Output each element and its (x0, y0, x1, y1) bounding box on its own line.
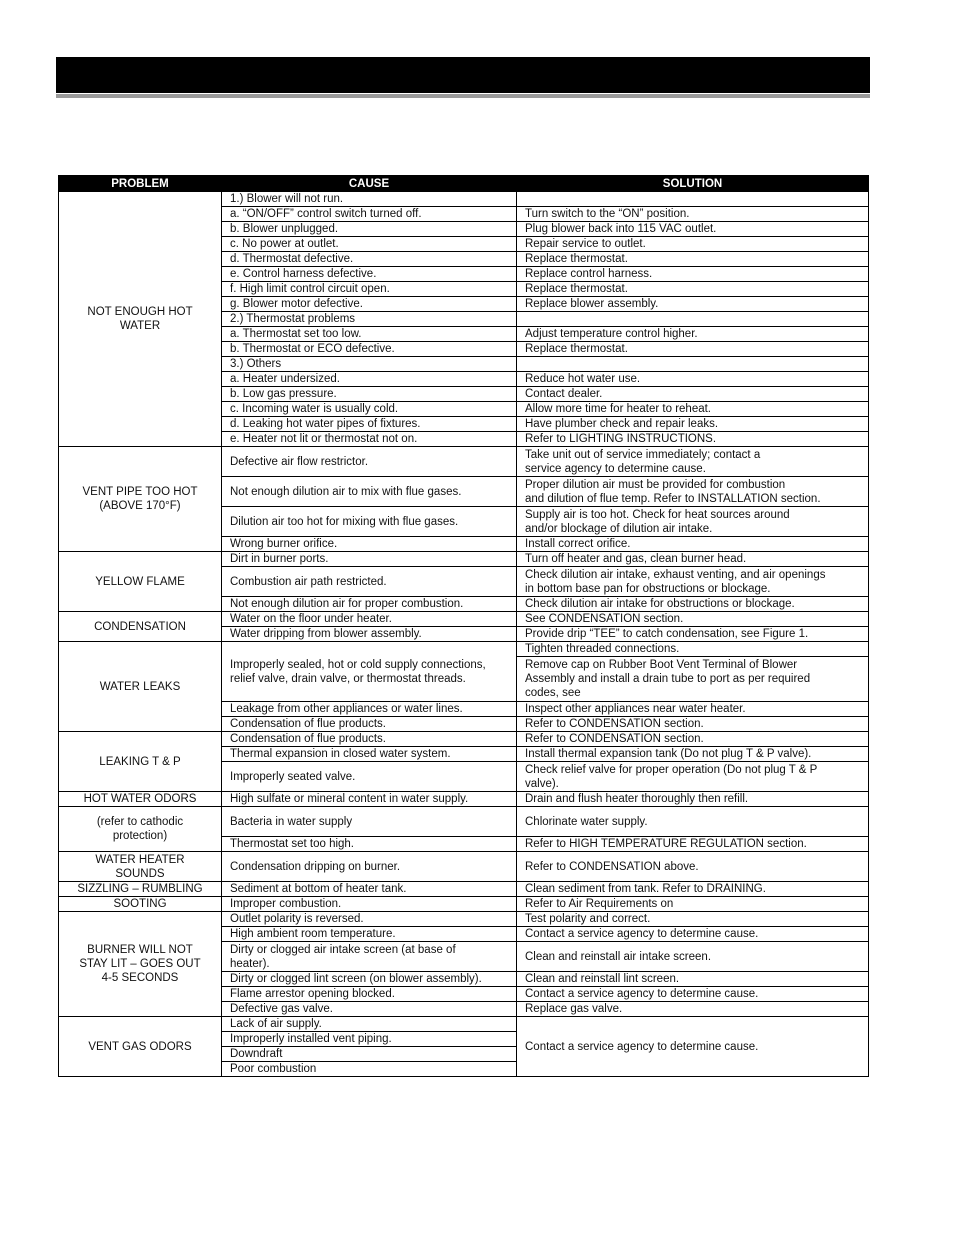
cause-cell: Flame arrestor opening blocked. (222, 987, 517, 1002)
solution-cell: Take unit out of service immediately; contact a service agency to determine cause. (517, 447, 869, 477)
solution-cell: Replace thermostat. (517, 342, 869, 357)
cause-cell: d. Thermostat defective. (222, 252, 517, 267)
table-row (59, 192, 869, 207)
cause-cell: Water on the floor under heater. (222, 612, 517, 627)
cause-cell: d. Leaking hot water pipes of fixtures. (222, 417, 517, 432)
solution-cell: Contact a service agency to determine cause. (517, 1017, 869, 1077)
cause-cell: Improperly seated valve. (222, 762, 517, 792)
solution-cell (517, 312, 869, 327)
solution-cell: Check dilution air intake, exhaust venting, and air openings in bottom base pan for obstructions or blockage. (517, 567, 869, 597)
solution-cell: Proper dilution air must be provided for combustion and dilution of flue temp. Refer to INSTALLATION section. (517, 477, 869, 507)
cause-cell: a. Thermostat set too low. (222, 327, 517, 342)
cause-cell: c. No power at outlet. (222, 237, 517, 252)
solution-cell: Test polarity and correct. (517, 912, 869, 927)
table-row (59, 1017, 869, 1032)
cause-cell: Condensation of flue products. (222, 732, 517, 747)
cause-cell: b. Blower unplugged. (222, 222, 517, 237)
problem-cell: CONDENSATION (59, 612, 222, 642)
problem-cell: SIZZLING – RUMBLING (59, 882, 222, 897)
solution-cell: Check relief valve for proper operation (Do not plug T & P valve). (517, 762, 869, 792)
cause-cell: Dirty or clogged lint screen (on blower assembly). (222, 972, 517, 987)
solution-cell: Replace gas valve. (517, 1002, 869, 1017)
solution-cell: Turn off heater and gas, clean burner head. (517, 552, 869, 567)
cause-cell: Water dripping from blower assembly. (222, 627, 517, 642)
solution-cell: Contact a service agency to determine cause. (517, 927, 869, 942)
table-row (59, 732, 869, 747)
table-row (59, 612, 869, 627)
cause-cell: Improperly sealed, hot or cold supply connections, relief valve, drain valve, or thermostat threads. (222, 642, 517, 702)
cause-cell: Leakage from other appliances or water lines. (222, 702, 517, 717)
cause-cell: Downdraft (222, 1047, 517, 1062)
solution-cell (517, 192, 869, 207)
problem-cell: LEAKING T & P (59, 732, 222, 792)
problem-cell: VENT PIPE TOO HOT (ABOVE 170°F) (59, 447, 222, 552)
solution-cell: See CONDENSATION section. (517, 612, 869, 627)
cause-cell: High ambient room temperature. (222, 927, 517, 942)
troubleshooting-table (58, 175, 869, 1077)
table-row (59, 882, 869, 897)
solution-cell: Drain and flush heater thoroughly then refill. (517, 792, 869, 807)
cause-cell: 2.) Thermostat problems (222, 312, 517, 327)
cause-cell: b. Thermostat or ECO defective. (222, 342, 517, 357)
solution-cell: Inspect other appliances near water heater. (517, 702, 869, 717)
cause-cell: Not enough dilution air to mix with flue gases. (222, 477, 517, 507)
column-header-solution: SOLUTION (517, 176, 869, 192)
solution-cell: Refer to CONDENSATION section. (517, 717, 869, 732)
table-row (59, 912, 869, 927)
cause-cell: Condensation dripping on burner. (222, 852, 517, 882)
cause-cell: Dirt in burner ports. (222, 552, 517, 567)
solution-cell: Refer to LIGHTING INSTRUCTIONS. (517, 432, 869, 447)
cause-cell: a. “ON/OFF” control switch turned off. (222, 207, 517, 222)
cause-cell: Defective air flow restrictor. (222, 447, 517, 477)
solution-cell: Repair service to outlet. (517, 237, 869, 252)
cause-cell: e. Control harness defective. (222, 267, 517, 282)
solution-cell: Reduce hot water use. (517, 372, 869, 387)
problem-cell: (refer to cathodic protection) (59, 807, 222, 852)
cause-cell: f. High limit control circuit open. (222, 282, 517, 297)
solution-cell: Install correct orifice. (517, 537, 869, 552)
solution-cell: Refer to Air Requirements on (517, 897, 869, 912)
table-row (59, 807, 869, 837)
solution-cell: Contact dealer. (517, 387, 869, 402)
table-row (59, 447, 869, 477)
solution-cell: Provide drip “TEE” to catch condensation, see Figure 1. (517, 627, 869, 642)
solution-cell: Install thermal expansion tank (Do not plug T & P valve). (517, 747, 869, 762)
problem-cell: SOOTING (59, 897, 222, 912)
table-row (59, 852, 869, 882)
table-row (59, 642, 869, 657)
cause-cell: Sediment at bottom of heater tank. (222, 882, 517, 897)
problem-cell: HOT WATER ODORS (59, 792, 222, 807)
problem-cell: BURNER WILL NOT STAY LIT – GOES OUT 4-5 SECONDS (59, 912, 222, 1017)
solution-cell: Replace thermostat. (517, 282, 869, 297)
solution-cell: Chlorinate water supply. (517, 807, 869, 837)
cause-cell: c. Incoming water is usually cold. (222, 402, 517, 417)
solution-cell: Remove cap on Rubber Boot Vent Terminal of Blower Assembly and install a drain tube to port as per required codes, see (517, 657, 869, 702)
cause-cell: Dilution air too hot for mixing with flue gases. (222, 507, 517, 537)
column-header-cause: CAUSE (222, 176, 517, 192)
cause-cell: 3.) Others (222, 357, 517, 372)
solution-cell (517, 357, 869, 372)
problem-cell: WATER HEATER SOUNDS (59, 852, 222, 882)
cause-cell: Wrong burner orifice. (222, 537, 517, 552)
cause-cell: b. Low gas pressure. (222, 387, 517, 402)
cause-cell: Condensation of flue products. (222, 717, 517, 732)
solution-cell: Have plumber check and repair leaks. (517, 417, 869, 432)
table-row (59, 552, 869, 567)
solution-cell: Clean and reinstall lint screen. (517, 972, 869, 987)
solution-cell: Supply air is too hot. Check for heat sources around and/or blockage of dilution air intake. (517, 507, 869, 537)
cause-cell: a. Heater undersized. (222, 372, 517, 387)
cause-cell: Outlet polarity is reversed. (222, 912, 517, 927)
cause-cell: Defective gas valve. (222, 1002, 517, 1017)
section-title-bar (56, 57, 870, 93)
cause-cell: Bacteria in water supply (222, 807, 517, 837)
solution-cell: Adjust temperature control higher. (517, 327, 869, 342)
solution-cell: Clean sediment from tank. Refer to DRAINING. (517, 882, 869, 897)
solution-cell: Refer to CONDENSATION section. (517, 732, 869, 747)
cause-cell: Dirty or clogged air intake screen (at base of heater). (222, 942, 517, 972)
column-header-problem: PROBLEM (59, 176, 222, 192)
cause-cell: Not enough dilution air for proper combustion. (222, 597, 517, 612)
cause-cell: g. Blower motor defective. (222, 297, 517, 312)
cause-cell: Combustion air path restricted. (222, 567, 517, 597)
solution-cell: Refer to CONDENSATION above. (517, 852, 869, 882)
cause-cell: Improperly installed vent piping. (222, 1032, 517, 1047)
problem-cell: VENT GAS ODORS (59, 1017, 222, 1077)
cause-cell: High sulfate or mineral content in water supply. (222, 792, 517, 807)
problem-cell: YELLOW FLAME (59, 552, 222, 612)
title-rule (56, 94, 870, 98)
solution-cell: Replace thermostat. (517, 252, 869, 267)
solution-cell: Turn switch to the “ON” position. (517, 207, 869, 222)
table-header-row (59, 176, 869, 192)
cause-cell: Thermal expansion in closed water system. (222, 747, 517, 762)
cause-cell: 1.) Blower will not run. (222, 192, 517, 207)
solution-cell: Replace control harness. (517, 267, 869, 282)
cause-cell: Improper combustion. (222, 897, 517, 912)
solution-cell: Refer to HIGH TEMPERATURE REGULATION section. (517, 837, 869, 852)
cause-cell: e. Heater not lit or thermostat not on. (222, 432, 517, 447)
cause-cell: Thermostat set too high. (222, 837, 517, 852)
cause-cell: Poor combustion (222, 1062, 517, 1077)
table-row (59, 792, 869, 807)
solution-cell: Contact a service agency to determine cause. (517, 987, 869, 1002)
solution-cell: Allow more time for heater to reheat. (517, 402, 869, 417)
problem-cell: WATER LEAKS (59, 642, 222, 732)
problem-cell: NOT ENOUGH HOT WATER (59, 192, 222, 447)
solution-cell: Tighten threaded connections. (517, 642, 869, 657)
solution-cell: Check dilution air intake for obstructions or blockage. (517, 597, 869, 612)
solution-cell: Plug blower back into 115 VAC outlet. (517, 222, 869, 237)
table-row (59, 897, 869, 912)
solution-cell: Replace blower assembly. (517, 297, 869, 312)
solution-cell: Clean and reinstall air intake screen. (517, 942, 869, 972)
cause-cell: Lack of air supply. (222, 1017, 517, 1032)
